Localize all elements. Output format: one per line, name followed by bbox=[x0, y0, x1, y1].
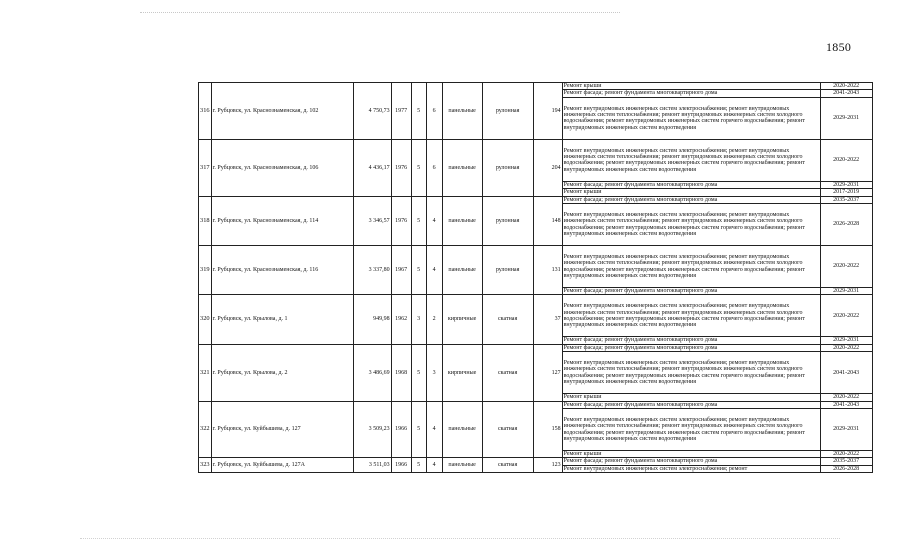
work-description: Ремонт внутридомовых инженерных систем электроснабжения; ремонт внутридомовых инженерных систем теплоснабжения; ремонт внутридомовых инженерных систем холодного водоснабжения; ремонт внутридомовых инженерных систем горячего водоснабжения; ремонт внутридомовых инженерных систем водоотведения bbox=[562, 204, 820, 246]
walls-cell: панельные bbox=[442, 196, 482, 245]
area-cell: 4 750,73 bbox=[353, 83, 391, 140]
walls-cell: кирпичные bbox=[442, 295, 482, 344]
address-cell: г. Рубцовск, ул. Краснознаменская, д. 114 bbox=[211, 196, 353, 245]
table-row bbox=[199, 295, 873, 337]
floors-cell: 5 bbox=[411, 196, 426, 245]
work-period: 2041-2043 bbox=[820, 90, 872, 97]
area-cell: 3 511,03 bbox=[353, 458, 391, 473]
work-period: 2017-2019 bbox=[820, 189, 872, 196]
work-period: 2020-2022 bbox=[820, 139, 872, 181]
work-description: Ремонт внутридомовых инженерных систем электроснабжения; ремонт внутридомовых инженерных систем теплоснабжения; ремонт внутридомовых инженерных систем холодного водоснабжения; ремонт внутридомовых инженерных систем горячего водоснабжения; ремонт внутридомовых инженерных систем водоотведения bbox=[562, 246, 820, 288]
row-number: 317 bbox=[199, 139, 212, 196]
entrances-cell: 3 bbox=[426, 344, 442, 401]
walls-cell: панельные bbox=[442, 246, 482, 295]
work-description: Ремонт фасада; ремонт фундамента многоквартирного дома bbox=[562, 458, 820, 465]
walls-cell: панельные bbox=[442, 139, 482, 196]
roof-cell: скатная bbox=[482, 344, 533, 401]
area-cell: 4 436,17 bbox=[353, 139, 391, 196]
work-description: Ремонт фасада; ремонт фундамента многоквартирного дома bbox=[562, 344, 820, 351]
work-description: Ремонт внутридомовых инженерных систем электроснабжения; ремонт bbox=[562, 465, 820, 472]
work-period: 2041-2043 bbox=[820, 352, 872, 394]
address-cell: г. Рубцовск, ул. Куйбышева, д. 127А bbox=[211, 458, 353, 473]
residents-cell: 37 bbox=[533, 295, 562, 344]
work-description: Ремонт внутридомовых инженерных систем электроснабжения; ремонт внутридомовых инженерных систем теплоснабжения; ремонт внутридомовых инженерных систем холодного водоснабжения; ремонт внутридомовых инженерных систем горячего водоснабжения; ремонт внутридомовых инженерных систем водоотведения bbox=[562, 97, 820, 139]
floors-cell: 3 bbox=[411, 295, 426, 344]
floors-cell: 5 bbox=[411, 401, 426, 458]
residents-cell: 127 bbox=[533, 344, 562, 401]
area-cell: 3 337,80 bbox=[353, 246, 391, 295]
address-cell: г. Рубцовск, ул. Краснознаменская, д. 116 bbox=[211, 246, 353, 295]
work-description: Ремонт крыши bbox=[562, 83, 820, 90]
entrances-cell: 4 bbox=[426, 196, 442, 245]
entrances-cell: 4 bbox=[426, 401, 442, 458]
work-period: 2020-2022 bbox=[820, 394, 872, 401]
capital-repair-table bbox=[198, 82, 873, 473]
roof-cell: скатная bbox=[482, 295, 533, 344]
work-period: 2029-2031 bbox=[820, 337, 872, 344]
area-cell: 949,98 bbox=[353, 295, 391, 344]
work-description: Ремонт внутридомовых инженерных систем электроснабжения; ремонт внутридомовых инженерных систем теплоснабжения; ремонт внутридомовых инженерных систем холодного водоснабжения; ремонт внутридомовых инженерных систем горячего водоснабжения; ремонт внутридомовых инженерных систем водоотведения bbox=[562, 409, 820, 451]
row-number: 320 bbox=[199, 295, 212, 344]
work-period: 2026-2028 bbox=[820, 204, 872, 246]
area-cell: 3 346,57 bbox=[353, 196, 391, 245]
row-number: 318 bbox=[199, 196, 212, 245]
floors-cell: 5 bbox=[411, 83, 426, 140]
roof-cell: скатная bbox=[482, 401, 533, 458]
year-cell: 1966 bbox=[391, 401, 411, 458]
table-row bbox=[199, 83, 873, 90]
area-cell: 3 509,23 bbox=[353, 401, 391, 458]
roof-cell: рулонная bbox=[482, 246, 533, 295]
row-number: 323 bbox=[199, 458, 212, 473]
work-period: 2035-2037 bbox=[820, 458, 872, 465]
work-period: 2029-2031 bbox=[820, 181, 872, 188]
page-number: 1850 bbox=[826, 40, 852, 54]
year-cell: 1962 bbox=[391, 295, 411, 344]
year-cell: 1966 bbox=[391, 458, 411, 473]
work-period: 2035-2037 bbox=[820, 196, 872, 203]
entrances-cell: 4 bbox=[426, 246, 442, 295]
work-description: Ремонт фасада; ремонт фундамента многоквартирного дома bbox=[562, 196, 820, 203]
year-cell: 1967 bbox=[391, 246, 411, 295]
row-number: 316 bbox=[199, 83, 212, 140]
entrances-cell: 2 bbox=[426, 295, 442, 344]
floors-cell: 5 bbox=[411, 344, 426, 401]
work-period: 2029-2031 bbox=[820, 97, 872, 139]
work-description: Ремонт фасада; ремонт фундамента многоквартирного дома bbox=[562, 401, 820, 408]
work-period: 2026-2028 bbox=[820, 465, 872, 472]
floors-cell: 5 bbox=[411, 458, 426, 473]
work-period: 2020-2022 bbox=[820, 451, 872, 458]
address-cell: г. Рубцовск, ул. Крылова, д. 2 bbox=[211, 344, 353, 401]
year-cell: 1976 bbox=[391, 196, 411, 245]
roof-cell: скатная bbox=[482, 458, 533, 473]
work-description: Ремонт фасада; ремонт фундамента многоквартирного дома bbox=[562, 181, 820, 188]
work-description: Ремонт фасада; ремонт фундамента многоквартирного дома bbox=[562, 90, 820, 97]
walls-cell: панельные bbox=[442, 401, 482, 458]
row-number: 319 bbox=[199, 246, 212, 295]
area-cell: 3 486,69 bbox=[353, 344, 391, 401]
work-description: Ремонт крыши bbox=[562, 451, 820, 458]
work-period: 2020-2022 bbox=[820, 344, 872, 351]
work-description: Ремонт крыши bbox=[562, 189, 820, 196]
year-cell: 1968 bbox=[391, 344, 411, 401]
walls-cell: панельные bbox=[442, 458, 482, 473]
table-row bbox=[199, 246, 873, 288]
work-period: 2041-2043 bbox=[820, 401, 872, 408]
address-cell: г. Рубцовск, ул. Куйбышева, д. 127 bbox=[211, 401, 353, 458]
work-description: Ремонт фасада; ремонт фундамента многоквартирного дома bbox=[562, 288, 820, 295]
walls-cell: панельные bbox=[442, 83, 482, 140]
residents-cell: 131 bbox=[533, 246, 562, 295]
bottom-scan-line bbox=[80, 538, 840, 539]
residents-cell: 123 bbox=[533, 458, 562, 473]
entrances-cell: 4 bbox=[426, 458, 442, 473]
work-period: 2020-2022 bbox=[820, 295, 872, 337]
table-row bbox=[199, 458, 873, 465]
residents-cell: 148 bbox=[533, 196, 562, 245]
roof-cell: рулонная bbox=[482, 139, 533, 196]
work-description: Ремонт фасада; ремонт фундамента многоквартирного дома bbox=[562, 337, 820, 344]
work-period: 2020-2022 bbox=[820, 246, 872, 288]
walls-cell: кирпичные bbox=[442, 344, 482, 401]
entrances-cell: 6 bbox=[426, 83, 442, 140]
work-description: Ремонт внутридомовых инженерных систем электроснабжения; ремонт внутридомовых инженерных систем теплоснабжения; ремонт внутридомовых инженерных систем холодного водоснабжения; ремонт внутридомовых инженерных систем горячего водоснабжения; ремонт внутридомовых инженерных систем водоотведения bbox=[562, 139, 820, 181]
floors-cell: 5 bbox=[411, 246, 426, 295]
work-period: 2029-2031 bbox=[820, 288, 872, 295]
work-description: Ремонт крыши bbox=[562, 394, 820, 401]
residents-cell: 158 bbox=[533, 401, 562, 458]
year-cell: 1976 bbox=[391, 139, 411, 196]
roof-cell: рулонная bbox=[482, 196, 533, 245]
work-period: 2020-2022 bbox=[820, 83, 872, 90]
address-cell: г. Рубцовск, ул. Краснознаменская, д. 102 bbox=[211, 83, 353, 140]
work-description: Ремонт внутридомовых инженерных систем электроснабжения; ремонт внутридомовых инженерных систем теплоснабжения; ремонт внутридомовых инженерных систем холодного водоснабжения; ремонт внутридомовых инженерных систем горячего водоснабжения; ремонт внутридомовых инженерных систем водоотведения bbox=[562, 295, 820, 337]
floors-cell: 5 bbox=[411, 139, 426, 196]
table-row bbox=[199, 196, 873, 203]
work-period: 2029-2031 bbox=[820, 409, 872, 451]
address-cell: г. Рубцовск, ул. Крылова, д. 1 bbox=[211, 295, 353, 344]
work-description: Ремонт внутридомовых инженерных систем электроснабжения; ремонт внутридомовых инженерных систем теплоснабжения; ремонт внутридомовых инженерных систем холодного водоснабжения; ремонт внутридомовых инженерных систем горячего водоснабжения; ремонт внутридомовых инженерных систем водоотведения bbox=[562, 352, 820, 394]
year-cell: 1977 bbox=[391, 83, 411, 140]
table-row bbox=[199, 401, 873, 408]
top-scan-line bbox=[140, 12, 620, 13]
roof-cell: рулонная bbox=[482, 83, 533, 140]
address-cell: г. Рубцовск, ул. Краснознаменская, д. 106 bbox=[211, 139, 353, 196]
table-row bbox=[199, 344, 873, 351]
table-row bbox=[199, 139, 873, 181]
entrances-cell: 6 bbox=[426, 139, 442, 196]
residents-cell: 194 bbox=[533, 83, 562, 140]
residents-cell: 204 bbox=[533, 139, 562, 196]
row-number: 322 bbox=[199, 401, 212, 458]
row-number: 321 bbox=[199, 344, 212, 401]
